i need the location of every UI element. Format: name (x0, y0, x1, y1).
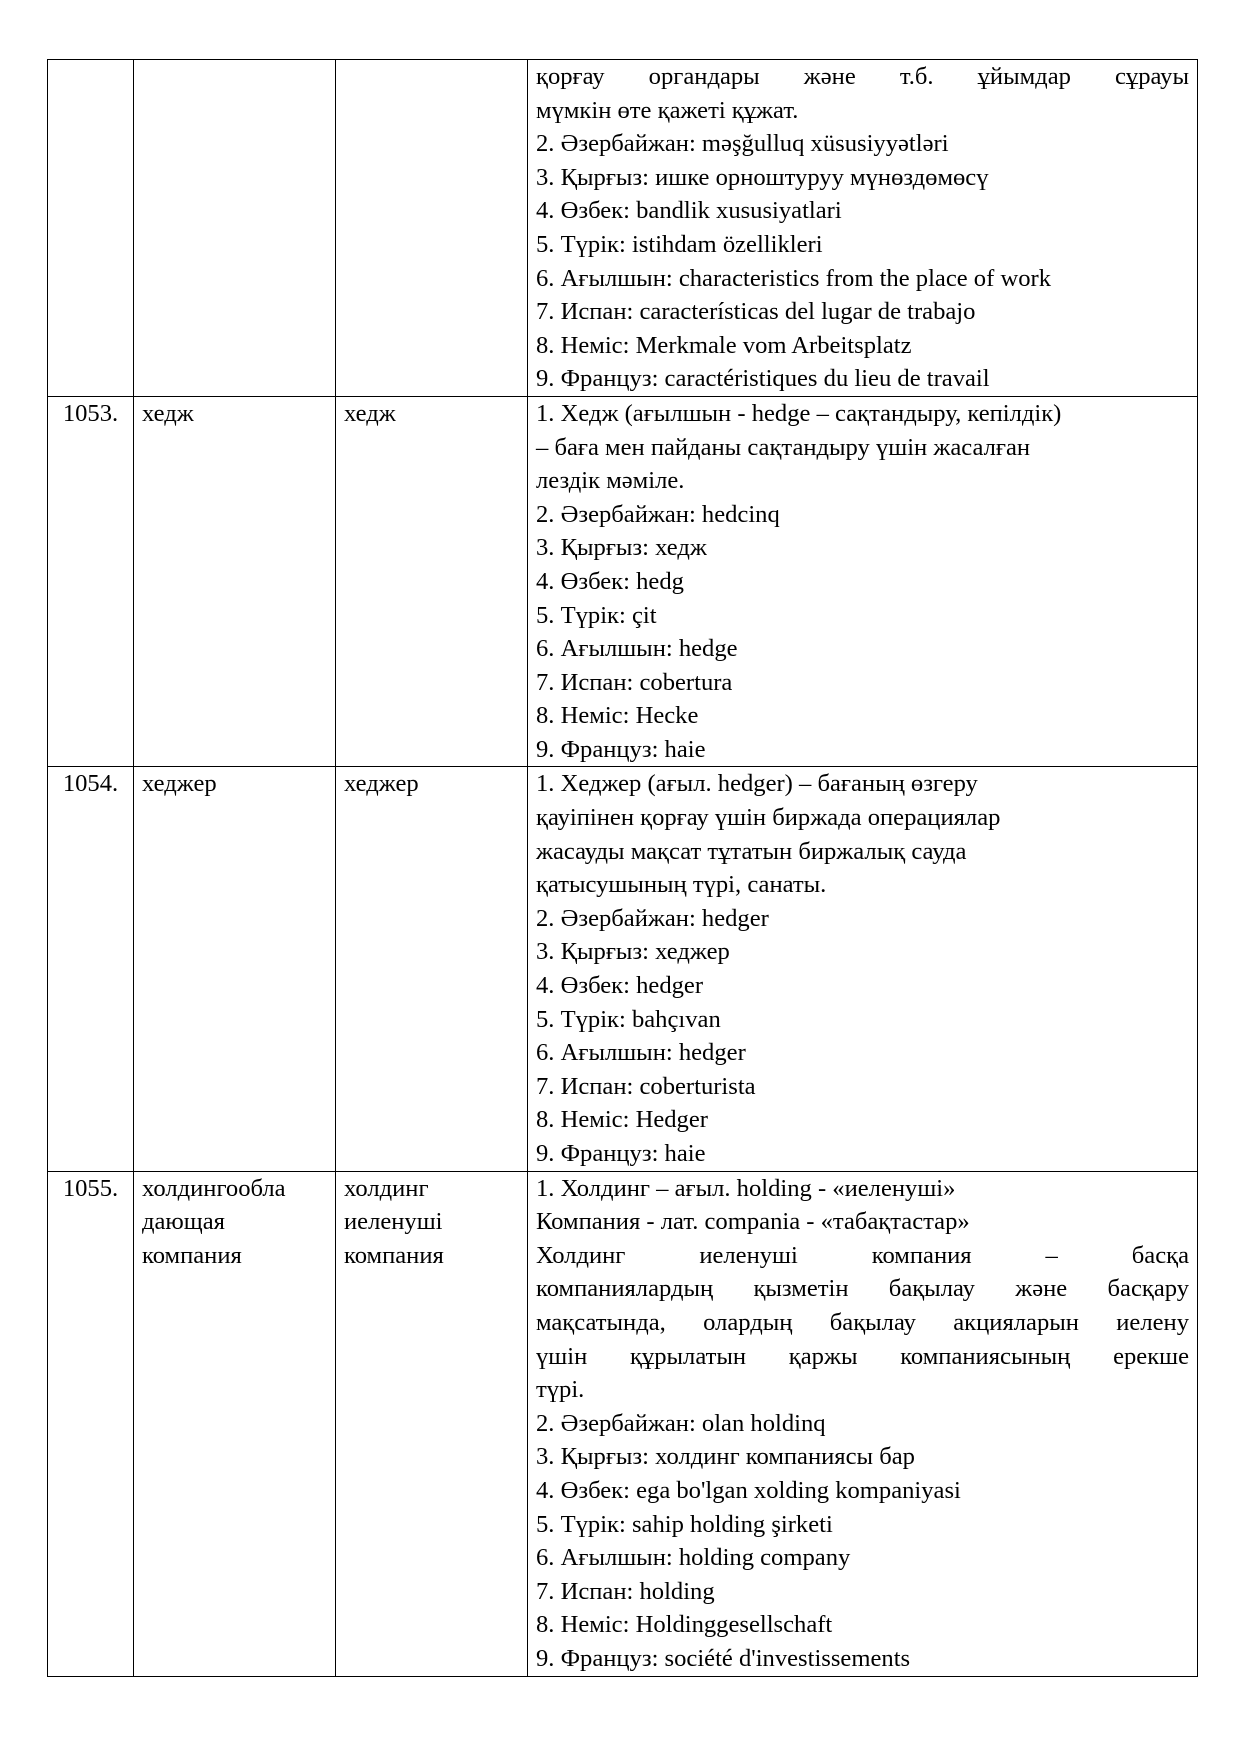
term-russian-line: дающая (142, 1208, 225, 1236)
term-russian-line: компания (142, 1241, 242, 1269)
definition-line: 1. Хедж (ағылшын - hedge – сақтандыру, кепілдік) (536, 399, 1062, 427)
term-kazakh (336, 767, 528, 1171)
definition-line: 2. Әзербайжан: məşğulluq xüsusiyyətləri (536, 130, 949, 158)
definition-line: 7. Испан: holding (536, 1577, 715, 1605)
definition-line: жасауды мақсат тұтатын биржалық сауда (536, 837, 967, 865)
definition-line: 4. Өзбек: hedger (536, 972, 704, 1000)
definition-line: үшін құрылатын қаржы компаниясының ерекше (536, 1342, 1189, 1370)
entry-number: 1055. (48, 1171, 134, 1676)
definition-line: 8. Неміс: Hecke (536, 702, 699, 730)
term-russian (134, 396, 336, 767)
definition-line: Компания - лат. compania - «табақтастар» (536, 1208, 970, 1236)
definition-line: 5. Түрік: bahçıvan (536, 1005, 721, 1033)
term-kazakh (336, 1171, 528, 1676)
definition-line: 6. Ағылшын: characteristics from the place of work (536, 264, 1051, 292)
table-row (48, 1171, 1198, 1676)
definition-translations (528, 1171, 1198, 1676)
definition-translations (528, 396, 1198, 767)
entry-number (48, 60, 134, 397)
definition-line: түрі. (536, 1376, 585, 1404)
table-row (48, 60, 1198, 397)
term-russian (134, 1171, 336, 1676)
definition-line: 4. Өзбек: ega bo'lgan xolding kompaniyasi (536, 1476, 961, 1504)
definition-line: 5. Түрік: istihdam özellikleri (536, 230, 823, 258)
dictionary-table-body (48, 60, 1198, 1677)
table-row (48, 396, 1198, 767)
term-kazakh-line: хедж (344, 399, 396, 427)
dictionary-table (47, 59, 1198, 1677)
definition-line: 6. Ағылшын: hedger (536, 1039, 746, 1067)
definition-line: 7. Испан: cobertura (536, 668, 733, 696)
definition-line: 8. Неміс: Merkmale vom Arbeitsplatz (536, 331, 912, 359)
entry-number: 1054. (48, 767, 134, 1171)
definition-line: 1. Холдинг – ағыл. holding - «иеленуші» (536, 1174, 956, 1202)
definition-line: 7. Испан: características del lugar de trabajo (536, 298, 976, 326)
term-kazakh (336, 60, 528, 397)
definition-line: қауіпінен қорғау үшін биржада операциялар (536, 804, 1001, 832)
definition-line: 4. Өзбек: bandlik xususiyatlari (536, 197, 842, 225)
table-row (48, 767, 1198, 1171)
definition-line: компаниялардың қызметін бақылау және басқару (536, 1275, 1189, 1303)
definition-line: қатысушының түрі, санаты. (536, 871, 827, 899)
definition-line: мүмкін өте қажеті құжат. (536, 96, 799, 124)
term-kazakh-line: хеджер (344, 770, 419, 798)
definition-line: лездік мәміле. (536, 467, 685, 495)
definition-line: 2. Әзербайжан: hedger (536, 904, 769, 932)
term-kazakh-line: компания (344, 1241, 444, 1269)
definition-line: 5. Түрік: çit (536, 601, 657, 629)
term-russian-line: хедж (142, 399, 194, 427)
definition-line: 9. Француз: caractéristiques du lieu de travail (536, 365, 990, 393)
definition-line: Холдинг иеленуші компания – басқа (536, 1241, 1189, 1269)
definition-line: 3. Қырғыз: хеджер (536, 938, 730, 966)
term-kazakh (336, 396, 528, 767)
definition-line: 3. Қырғыз: хедж (536, 534, 707, 562)
definition-line: 6. Ағылшын: hedge (536, 635, 738, 663)
definition-line: 3. Қырғыз: холдинг компаниясы бар (536, 1443, 915, 1471)
term-russian (134, 767, 336, 1171)
term-russian-line: холдингообла (142, 1174, 286, 1202)
definition-translations (528, 60, 1198, 397)
definition-line: 1. Хеджер (ағыл. hedger) – бағаның өзгеру (536, 770, 978, 798)
definition-line: 8. Неміс: Hedger (536, 1106, 708, 1134)
definition-line: қорғау органдары және т.б. ұйымдар сұрауы (536, 63, 1189, 90)
definition-line: 2. Әзербайжан: olan holdinq (536, 1409, 826, 1437)
term-kazakh-line: холдинг (344, 1174, 429, 1202)
definition-line: 9. Француз: haie (536, 735, 706, 763)
definition-line: 4. Өзбек: hedg (536, 567, 684, 595)
definition-translations (528, 767, 1198, 1171)
definition-line: 9. Француз: société d'investissements (536, 1644, 911, 1672)
definition-line: – баға мен пайданы сақтандыру үшін жасалған (536, 433, 1031, 461)
definition-line: 7. Испан: coberturista (536, 1072, 756, 1100)
definition-line: 3. Қырғыз: ишке орноштуруу мүнөздөмөсү (536, 163, 989, 191)
term-russian (134, 60, 336, 397)
definition-line: 5. Түрік: sahip holding şirketi (536, 1510, 833, 1538)
term-russian-line: хеджер (142, 770, 217, 798)
definition-line: 8. Неміс: Holdinggesellschaft (536, 1611, 833, 1639)
definition-line: 9. Француз: haie (536, 1140, 706, 1167)
term-kazakh-line: иеленуші (344, 1208, 443, 1236)
definition-line: 2. Әзербайжан: hedcinq (536, 500, 780, 528)
entry-number: 1053. (48, 396, 134, 767)
definition-line: мақсатында, олардың бақылау акцияларын иелену (536, 1308, 1189, 1336)
definition-line: 6. Ағылшын: holding company (536, 1544, 851, 1572)
